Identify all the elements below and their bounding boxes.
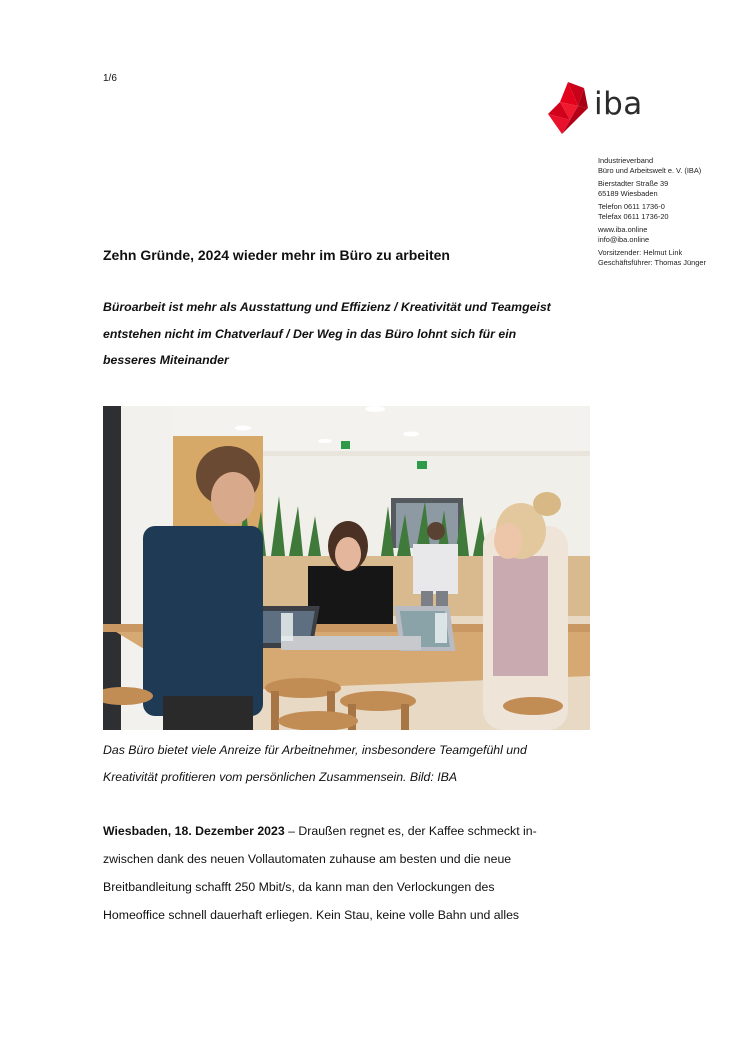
city-address: 65189 Wiesbaden	[598, 189, 658, 198]
caption-line: Kreativität profitieren vom persönlichen Zusammensein. Bild: IBA	[103, 769, 458, 784]
body-line	[103, 817, 537, 845]
subhead-line: entstehen nicht im Chatverlauf / Der Weg in das Büro lohnt sich für ein	[103, 326, 517, 341]
phone-number: Telefon 0611 1736-0	[598, 202, 665, 211]
page-number: 1/6	[103, 73, 117, 84]
org-name-line1: Industrieverband	[598, 156, 654, 165]
photo-caption	[103, 737, 527, 790]
body-line: Breitbandleitung schafft 250 Mbit/s, da kann man den Verlockungen des	[103, 880, 495, 894]
office-scene-illustration	[103, 406, 590, 730]
website-link[interactable]: www.iba.online	[598, 225, 648, 234]
subhead-line: besseres Miteinander	[103, 353, 229, 367]
iba-origami-bird-icon	[548, 80, 590, 136]
body-line-text: – Draußen regnet es, der Kaffee schmeckt in-	[284, 824, 537, 838]
press-release-body	[103, 817, 537, 929]
org-name-line2: Büro und Arbeitswelt e. V. (IBA)	[598, 166, 702, 175]
subhead-line: Büroarbeit ist mehr als Ausstattung und Effizienz / Kreativität und Teamgeist	[103, 300, 551, 314]
iba-logo	[548, 80, 648, 136]
body-line: Homeoffice schnell dauerhaft erliegen. Kein Stau, keine volle Bahn und alles	[103, 908, 520, 922]
email-link[interactable]: info@iba.online	[598, 235, 650, 244]
press-release-subheadline	[103, 294, 593, 374]
body-line: zwischen dank des neuen Vollautomaten zuhause am besten und die neue	[103, 852, 512, 866]
office-team-photo	[103, 406, 590, 730]
street-address: Bierstadter Straße 39	[598, 179, 669, 188]
dateline: Wiesbaden, 18. Dezember 2023	[103, 824, 285, 838]
fax-number: Telefax 0611 1736-20	[598, 212, 669, 221]
caption-line: Das Büro bietet viele Anreize für Arbeitnehmer, insbesondere Teamgefühl und	[103, 743, 527, 757]
chairman: Vorsitzender: Helmut Link	[598, 248, 683, 257]
logo-wordmark: iba	[594, 86, 643, 122]
managing-director: Geschäftsführer: Thomas Jünger	[598, 258, 706, 267]
sender-address-block	[598, 156, 706, 268]
press-release-headline: Zehn Gründe, 2024 wieder mehr im Büro zu arbeiten	[103, 247, 450, 263]
